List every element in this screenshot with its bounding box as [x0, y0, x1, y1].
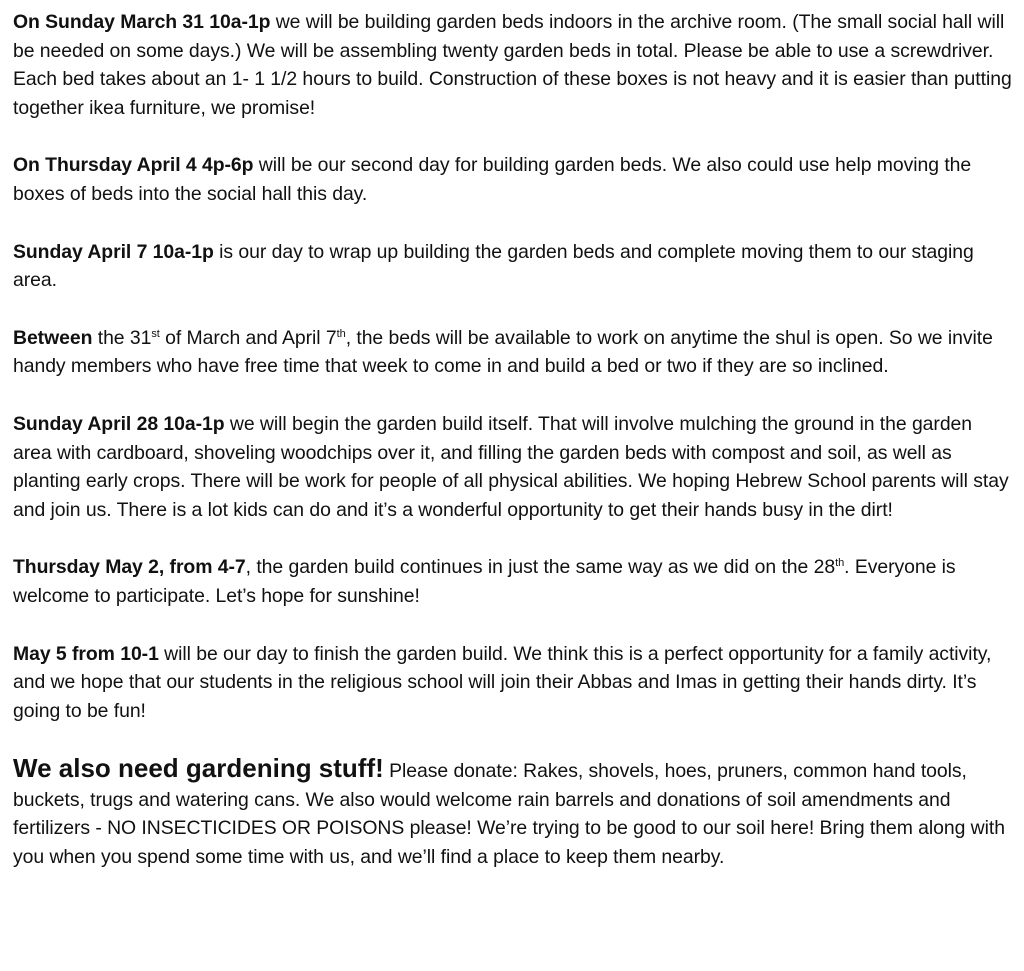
date-heading: Between	[13, 326, 93, 349]
paragraph-text: we will begin the garden build itself. That will involve mulching the ground in the garden area with cardboard, shoveling woodchips over it, and filling the garden beds with compost and soil, as well as planting early crops. There will be work for people of all physical abilities. We hoping Hebrew School parents will stay and join us. There is a lot kids can do and it’s a wonderful opportunity to get their hands busy in the dirt!	[13, 412, 1009, 521]
paragraph-may-2	[13, 553, 1012, 610]
paragraph-text: the 31	[92, 326, 152, 349]
date-heading: Sunday April 7 10a-1p	[13, 240, 214, 263]
paragraph-text: , the beds will be available to work on anytime the shul is open. So we invite handy members who have free time that week to come in and build a bed or two if they are so inclined.	[13, 326, 993, 378]
paragraph-may-5	[13, 640, 1012, 726]
ordinal-suffix: st	[151, 327, 160, 340]
date-heading: Thursday May 2, from 4-7	[13, 556, 246, 579]
paragraph-text: will be our second day for building garden beds. We also could use help moving the boxes of beds into the social hall this day.	[13, 154, 972, 205]
date-heading: May 5 from 10-1	[13, 642, 159, 665]
donation-heading: We also need gardening stuff!	[13, 753, 384, 784]
paragraph-april-28	[13, 410, 1012, 524]
date-heading: On Sunday March 31 10a-1p	[13, 11, 271, 33]
paragraph-between	[13, 324, 1012, 381]
date-heading: Sunday April 28 10a-1p	[13, 412, 225, 435]
ordinal-suffix: th	[336, 327, 346, 340]
date-heading: On Thursday April 4 4p-6p	[13, 154, 254, 177]
paragraph-text: of March and April 7	[159, 326, 337, 349]
paragraph-text: , the garden build continues in just the same way as we did on the 28	[245, 556, 836, 579]
paragraph-march-31	[13, 8, 1012, 122]
paragraph-text: is our day to wrap up building the garden beds and complete moving them to our staging area.	[13, 240, 974, 292]
paragraph-april-4	[13, 151, 1012, 208]
ordinal-suffix: th	[835, 557, 845, 570]
paragraph-april-7	[13, 238, 1012, 295]
paragraph-text: Please donate: Rakes, shovels, hoes, pruners, common hand tools, buckets, trugs and watering cans. We also would welcome rain barrels and donations of soil amendments and fertilizers - NO INSECTICIDES OR POISONS please! We’re trying to be good to our soil here! Bring them along with you when you spend some time with us, and we’ll find a place to keep them nearby.	[13, 760, 1005, 869]
paragraph-donations	[13, 754, 1012, 871]
paragraph-text: will be our day to finish the garden build. We think this is a perfect opportunity for a family activity, and we hope that our students in the religious school will join their Abbas and Imas in getting their hands dirty. It’s going to be fun!	[13, 642, 992, 722]
paragraph-text: . Everyone is welcome to participate. Let’s hope for sunshine!	[13, 556, 956, 607]
paragraph-text: we will be building garden beds indoors in the archive room. (The small social hall will be needed on some days.) We will be assembling twenty garden beds in total. Please be able to use a screwdriver. Each bed takes about an 1- 1 1/2 hours to build. Construction of these boxes is not heavy and it is easier than putting together ikea furniture, we promise!	[13, 11, 1012, 119]
